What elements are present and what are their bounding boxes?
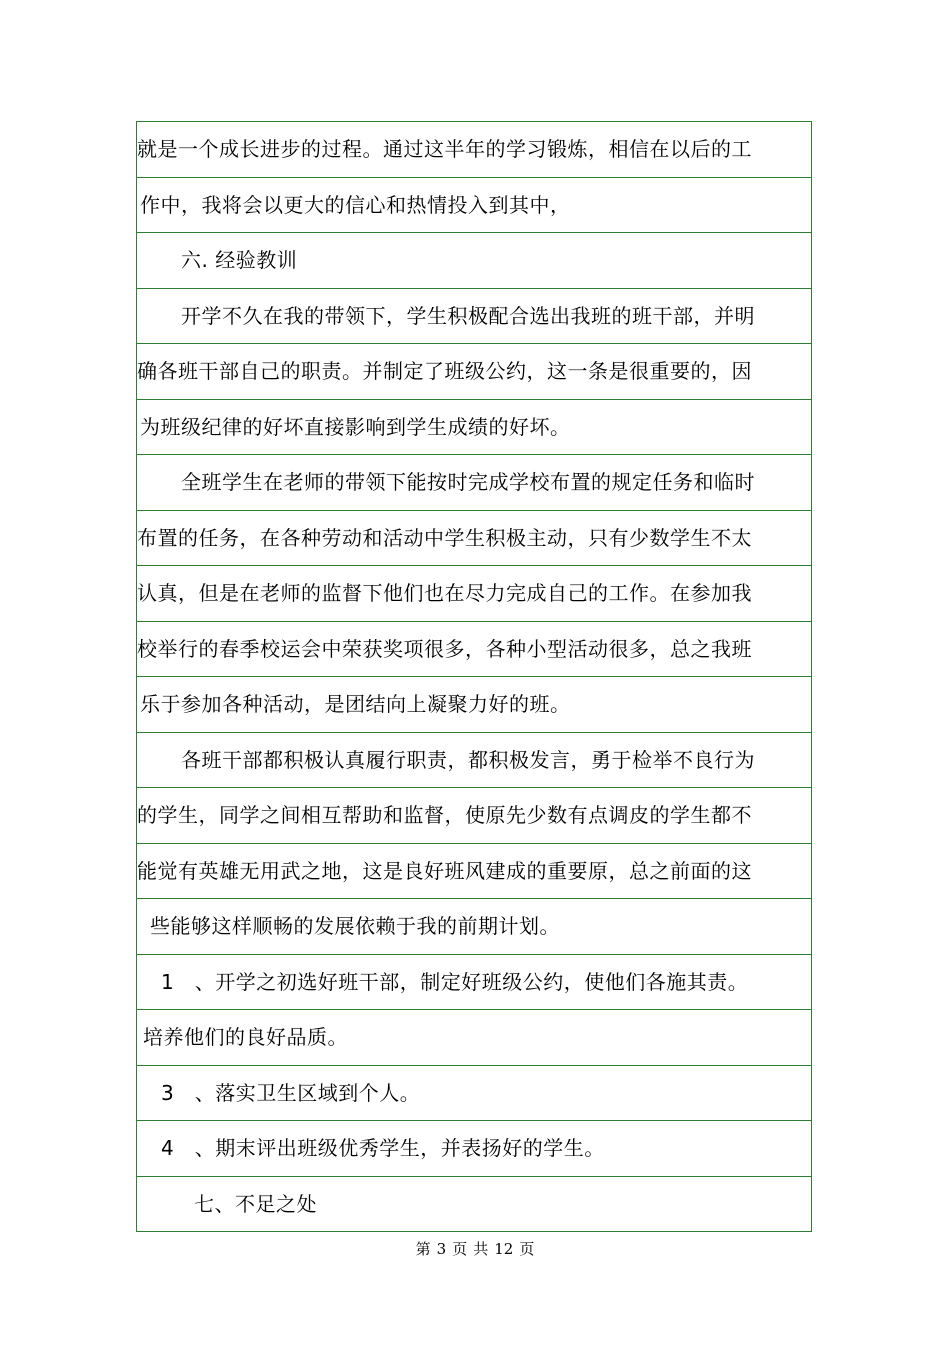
text-line: 七、不足之处 <box>194 1191 317 1216</box>
text-line: 就是一个成长进步的过程。通过这半年的学习锻炼，相信在以后的工 <box>137 137 752 161</box>
text-line-row <box>137 178 811 234</box>
text-line: 能觉有英雄无用武之地，这是良好班风建成的重要原，总之前面的这 <box>137 858 752 883</box>
text-line-row <box>137 788 811 844</box>
text-line-row <box>137 1121 811 1177</box>
text-line: 认真，但是在老师的监督下他们也在尽力完成自己的工作。在参加我 <box>137 581 752 605</box>
text-line: 布置的任务，在各种劳动和活动中学生积极主动，只有少数学生不太 <box>137 525 752 550</box>
text-line-row <box>137 455 811 511</box>
text-line-row <box>137 400 811 456</box>
text-line-row <box>137 344 811 400</box>
text-line-row <box>137 289 811 345</box>
document-table <box>136 121 812 1232</box>
text-line: 为班级纪律的好坏直接影响到学生成绩的好坏。 <box>140 414 571 439</box>
text-line: 作中，我将会以更大的信心和热情投入到其中， <box>140 192 571 217</box>
text-line-row <box>137 122 811 178</box>
text-line-row <box>137 566 811 622</box>
text-line-row <box>137 1066 811 1122</box>
text-line: 全班学生在老师的带领下能按时完成学校布置的规定任务和临时 <box>181 470 755 494</box>
total-page-count: 12 <box>494 1240 514 1258</box>
text-line: 乐于参加各种活动，是团结向上凝聚力好的班。 <box>140 692 571 716</box>
text-line-row <box>137 733 811 789</box>
text-line: 开学不久在我的带领下，学生积极配合选出我班的班干部，并明 <box>181 303 755 328</box>
text-line: 六. 经验教训 <box>181 248 298 272</box>
text-line-row <box>137 844 811 900</box>
text-line-row <box>137 511 811 567</box>
footer-label-ye: 页 <box>452 1240 468 1258</box>
text-line-row <box>137 1177 811 1231</box>
text-line-row <box>137 622 811 678</box>
text-line: 培养他们的良好品质。 <box>143 1025 348 1049</box>
text-line-row <box>137 955 811 1011</box>
text-line-row <box>137 233 811 289</box>
current-page-number: 3 <box>436 1240 447 1258</box>
text-line: 3 、落实卫生区域到个人。 <box>161 1080 421 1105</box>
text-line: 确各班干部自己的职责。并制定了班级公约，这一条是很重要的，因 <box>137 359 752 383</box>
text-line-row <box>137 677 811 733</box>
text-line: 4 、期末评出班级优秀学生，并表扬好的学生。 <box>161 1136 605 1160</box>
footer-label-gong: 共 <box>473 1240 489 1258</box>
footer-label-ye-2: 页 <box>519 1240 535 1258</box>
text-line: 校举行的春季校运会中荣获奖项很多，各种小型活动很多，总之我班 <box>137 636 752 661</box>
text-line-row <box>137 1010 811 1066</box>
text-line: 些能够这样顺畅的发展依赖于我的前期计划。 <box>150 914 560 938</box>
text-line: 的学生，同学之间相互帮助和监督，使原先少数有点调皮的学生都不 <box>137 803 752 827</box>
text-line-row <box>137 899 811 955</box>
page-footer <box>0 1238 950 1259</box>
footer-label-di: 第 <box>415 1240 431 1258</box>
text-line: 各班干部都积极认真履行职责，都积极发言，勇于检举不良行为 <box>181 747 755 772</box>
text-line: 1 、开学之初选好班干部，制定好班级公约，使他们各施其责。 <box>161 969 749 994</box>
